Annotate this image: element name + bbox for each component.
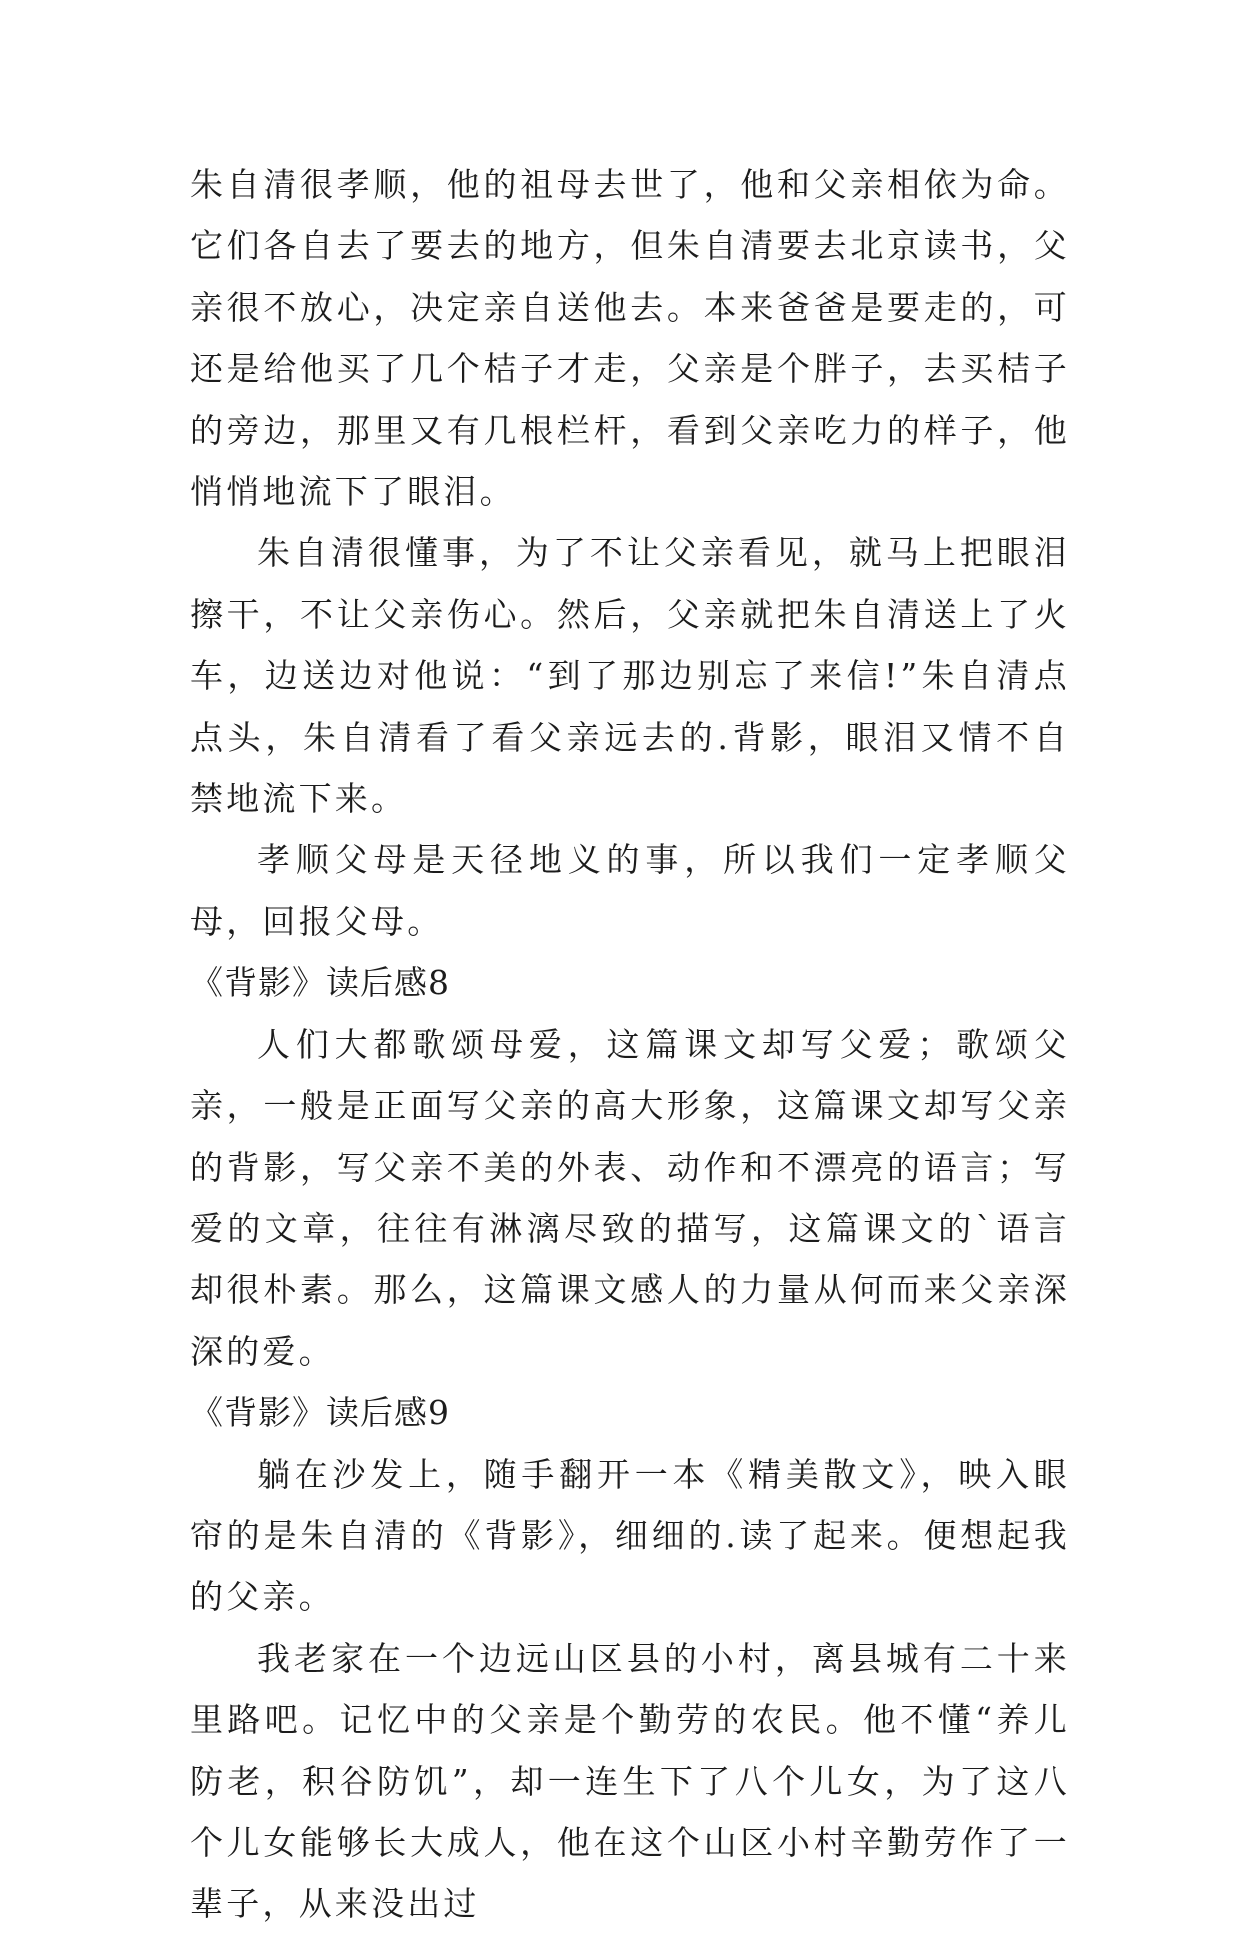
section-heading-9: 《背影》读后感9: [190, 1393, 450, 1433]
section-heading-8: 《背影》读后感8: [190, 963, 450, 1003]
paragraph-6: 我老家在一个边远山区县的小村，离县城有二十来里路吧。记忆中的父亲是个勤劳的农民。他不懂“养儿防老，积谷防饥”，却一连生下了八个儿女，为了这八个儿女能够长大成人，他在这个山区小村辛勤劳作了一辈子，从来没出过: [190, 1638, 1070, 1924]
paragraph-3: 孝顺父母是天径地义的事，所以我们一定孝顺父母，回报父母。: [190, 840, 1070, 941]
paragraph-1: 朱自清很孝顺，他的祖母去世了，他和父亲相依为命。它们各自去了要去的地方，但朱自清要去北京读书，父亲很不放心，决定亲自送他去。本来爸爸是要走的，可还是给他买了几个桔子才走，父亲是个胖子，去买桔子的旁边，那里又有几根栏杆，看到父亲吃力的样子，他悄悄地流下了眼泪。: [190, 165, 1070, 512]
paragraph-5: 躺在沙发上，随手翻开一本《精美散文》，映入眼帘的是朱自清的《背影》，细细的.读了起来。便想起我的父亲。: [190, 1454, 1070, 1617]
document-body: [190, 154, 1070, 1935]
paragraph-4: 人们大都歌颂母爱，这篇课文却写父爱；歌颂父亲，一般是正面写父亲的高大形象，这篇课文却写父亲的背影，写父亲不美的外表、动作和不漂亮的语言；写爱的文章，往往有淋漓尽致的描写，这篇课文的`语言却很朴素。那么，这篇课文感人的力量从何而来父亲深深的爱。: [190, 1024, 1070, 1371]
paragraph-2: 朱自清很懂事，为了不让父亲看见，就马上把眼泪擦干，不让父亲伤心。然后，父亲就把朱自清送上了火车，边送边对他说：“到了那边别忘了来信!”朱自清点点头，朱自清看了看父亲远去的.背影，眼泪又情不自禁地流下来。: [190, 533, 1070, 819]
